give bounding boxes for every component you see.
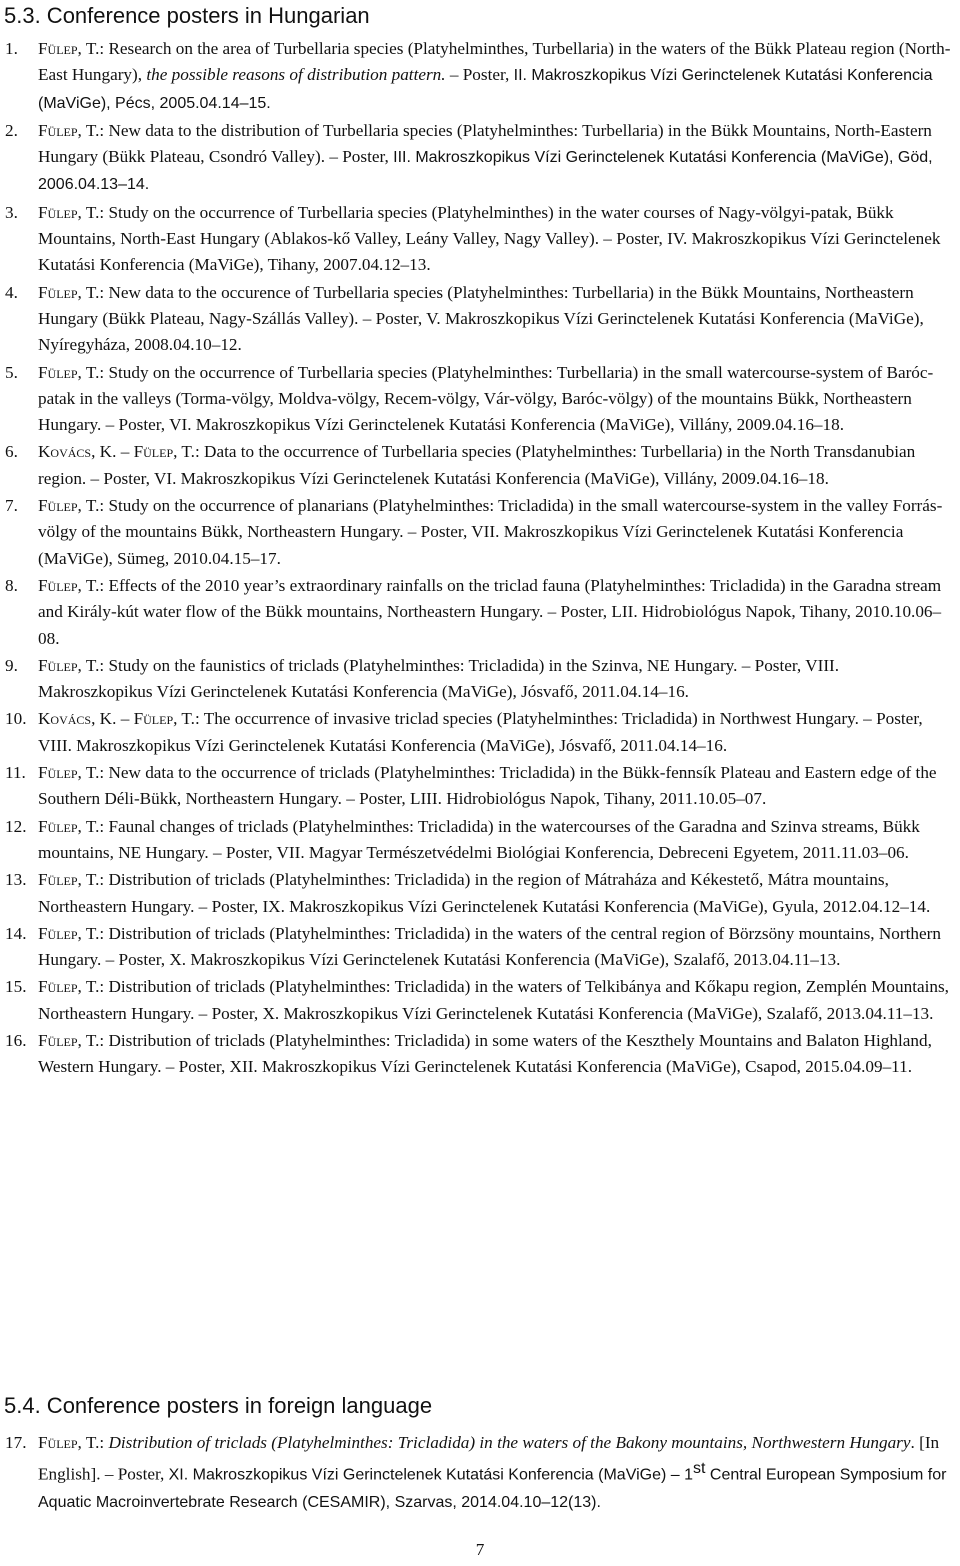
entry-number: 5. [5,362,18,382]
poster-entry [5,921,953,974]
entry-type: . [In English]. – Poster, [38,1433,940,1485]
entry-text: Distribution of triclads (Platyhelminthes: Tricladida) in some waters of the Keszthely Mountains and Balaton Highland, Western Hungary. – Poster, XII. Makroszkopikus Vízi Gerinctelenek Kutatási Konferencia (MaViGe), Csapod, 2015.04.09–11. [38,1030,932,1077]
entry-separator: : [99,575,109,595]
entry-number: 9. [5,655,18,675]
poster-entry [5,360,953,439]
entry-text: New data to the distribution of Turbellaria species (Platyhelminthes: Turbellaria) in the Bükk Mountains, North-Eastern Hungary (Bükk Plateau, Csondró Valley). – Poster, [38,120,932,167]
entry-text: Distribution of triclads (Platyhelminthes: Tricladida) in the region of Mátraháza and Kékestető, Mátra mountains, Northeastern Hungary. – Poster, IX. Makroszkopikus Vízi Gerinctelenek Kutatási Konferencia (MaViGe), Gyula, 2012.04.12–14. [38,870,931,916]
entry-authors: Fülep, T. [38,1433,100,1452]
entry-number: 14. [5,923,27,943]
entry-authors: Fülep, T. [38,655,100,675]
poster-entry [5,118,953,199]
entry-number: 15. [5,977,27,997]
entry-separator: : [99,39,109,58]
entry-number: 3. [5,202,18,222]
entry-authors: Fülep, T. [38,1030,100,1050]
entry-text: Study on the occurrence of Turbellaria species (Platyhelminthes: Turbellaria) in the small watercourse-system of Baróc-patak in the valleys (Torma-völgy, Moldva-völgy, Recem-völgy, Vár-völgy, Baróc-völgy) of the mountains Bükk, Northeastern Hungary. – Poster, VI. Makroszkopikus Vízi Gerinctelenek Kutatási Konferencia (MaViGe), Villány, 2009.04.16–18. [38,362,934,435]
poster-entry [5,280,953,359]
entry-number: 6. [5,442,18,462]
entry-title-italic: the possible reasons of distribution pattern. [146,65,446,85]
page-number: 7 [475,1540,485,1559]
entry-separator: : [99,202,109,222]
poster-entry [5,1028,953,1081]
entry-number: 2. [5,120,18,140]
entry-title-italic: Distribution of triclads (Platyhelminthes: Tricladida) in the waters of the Bakony mountains, Northwestern Hungary [108,1433,911,1452]
entry-text: Study on the occurrence of planarians (Platyhelminthes: Tricladida) in the small watercourse-system in the valley Forrás-völgy of the mountains Bükk, Northeastern Hungary. – Poster, VII. Makroszkopikus Vízi Gerinctelenek Kutatási Konferencia (MaViGe), Sümeg, 2010.04.15–17. [38,496,943,568]
entry-authors: Fülep, T. [38,977,100,997]
entry-text: Faunal changes of triclads (Platyhelminthes: Tricladida) in the watercourses of the Garadna and Szinva streams, Bükk mountains, NE Hungary. – Poster, VII. Magyar Természetvédelmi Biológiai Konferencia, Debreceni Egyetem, 2011.11.03–06. [38,816,920,862]
entry-type: – Poster, [445,65,514,85]
entry-text: Effects of the 2010 year’s extraordinary rainfalls on the triclad fauna (Platyhelminthes: Tricladida) in the Garadna stream and Király-kút water flow of the Bükk mountains, Northeastern Hungary. – Poster, LII. Hidrobiológus Napok, Tihany, 2010.10.06–08. [38,575,942,648]
entry-text: Study on the occurrence of Turbellaria species (Platyhelminthes) in the water courses of Nagy-völgyi-patak, Bükk Mountains, North-East Hungary (Ablakos-kő Valley, Leány Valley, Nagy Valley). – Poster, IV. Makroszkopikus Vízi Gerinctelenek Kutatási Konferencia (MaViGe), Tihany, 2007.04.12–13. [38,202,941,275]
entry-venue-continued: Central European Symposium for Aquatic Macroinvertebrate Research (CESAMIR), Szarvas, 2014.04.10–12(13). [38,1467,947,1512]
entry-authors: Fülep, T. [38,39,100,58]
entry-authors: Fülep, T. [38,870,100,890]
entry-authors: Kovács, K. – Fülep, T. [38,442,195,462]
entry-venue: XI. Makroszkopikus Vízi Gerinctelenek Kutatási Konferencia (MaViGe) – 1 [168,1467,693,1485]
entry-authors: Fülep, T. [38,202,100,222]
entry-authors: Fülep, T. [38,763,100,783]
poster-entry [5,1430,953,1517]
entry-venue: III. Makroszkopikus Vízi Gerinctelenek Kutatási Konferencia (MaViGe), Göd, 2006.04.13–14. [38,149,933,194]
entry-authors: Fülep, T. [38,575,100,595]
entry-separator: : [194,442,205,462]
entry-separator: : [99,496,109,516]
poster-entry [5,867,953,920]
section-heading-hungarian-posters: 5.3. Conference posters in Hungarian [4,3,370,28]
section-heading-foreign-posters: 5.4. Conference posters in foreign language [4,1393,433,1418]
entry-separator: : [99,282,109,302]
entry-number: 11. [5,763,26,783]
entry-text: Distribution of triclads (Platyhelminthes: Tricladida) in the waters of the central region of Börzsöny mountains, Northern Hungary. – Poster, X. Makroszkopikus Vízi Gerinctelenek Kutatási Konferencia (MaViGe), Szalafő, 2013.04.11–13. [38,923,941,970]
entry-text: New data to the occurence of Turbellaria species (Platyhelminthes: Turbellaria) in the Bükk Mountains, Northeastern Hungary (Bükk Plateau, Nagy-Szállás Valley). – Poster, V. Makroszkopikus Vízi Gerinctelenek Kutatási Konferencia (MaViGe), Nyíregyháza, 2008.04.10–12. [38,282,924,355]
entry-authors: Kovács, K. – Fülep, T. [38,709,195,729]
entry-venue: II. Makroszkopikus Vízi Gerinctelenek Kutatási Konferencia (MaViGe), Pécs, 2005.04.14–15. [38,67,933,112]
entry-venue-ordinal: st [693,1460,706,1478]
poster-entry [5,706,953,759]
poster-entry [5,760,953,813]
entry-separator: : [99,816,109,836]
entry-text: New data to the occurrence of triclads (Platyhelminthes: Tricladida) in the Bükk-fennsík Plateau and Eastern edge of the Southern Déli-Bükk, Northeastern Hungary. – Poster, LIII. Hidrobiológus Napok, Tihany, 2011.10.05–07. [38,763,937,809]
poster-entry [5,439,953,492]
entry-text: Distribution of triclads (Platyhelminthes: Tricladida) in the waters of Telkibánya and Kőkapu region, Zemplén Mountains, Northeastern Hungary. – Poster, X. Makroszkopikus Vízi Gerinctelenek Kutatási Konferencia (MaViGe), Szalafő, 2013.04.11–13. [38,977,949,1023]
entry-authors: Fülep, T. [38,923,100,943]
entry-authors: Fülep, T. [38,362,100,382]
poster-entry [5,200,953,279]
poster-entry [5,653,953,706]
poster-entry [5,493,953,572]
entry-text: Data to the occurrence of Turbellaria species (Platyhelminthes: Turbellaria) in the North Transdanubian region. – Poster, VI. Makroszkopikus Vízi Gerinctelenek Kutatási Konferencia (MaViGe), Villány, 2009.04.16–18. [38,442,916,488]
entry-number: 1. [5,39,18,58]
poster-entry [5,573,953,652]
entry-number: 7. [5,496,18,516]
entry-authors: Fülep, T. [38,816,100,836]
entry-number: 4. [5,282,18,302]
entry-separator: : [99,977,109,997]
entry-separator: : [99,1433,109,1452]
entry-separator: : [99,870,109,890]
entry-separator: : [99,362,109,382]
poster-entry [5,814,953,867]
entry-number: 10. [5,709,27,729]
entry-authors: Fülep, T. [38,282,100,302]
entry-number: 13. [5,870,27,890]
entry-separator: : [99,923,109,943]
poster-list-hungarian [5,36,953,1082]
entry-separator: : [194,709,204,729]
poster-list-foreign [5,1430,953,1517]
entry-number: 17. [5,1433,27,1452]
entry-number: 16. [5,1030,27,1050]
entry-title: Research on the area of Turbellaria species (Platyhelminthes, Turbellaria) in the waters of the Bükk Plateau region (North-East Hungary), [38,39,951,85]
entry-number: 8. [5,575,18,595]
poster-entry [5,974,953,1027]
entry-authors: Fülep, T. [38,496,100,516]
poster-entry [5,36,953,117]
entry-separator: : [99,655,109,675]
entry-number: 12. [5,816,27,836]
entry-text: Study on the faunistics of triclads (Platyhelminthes: Tricladida) in the Szinva, NE Hungary. – Poster, VIII. Makroszkopikus Vízi Gerinctelenek Kutatási Konferencia (MaViGe), Jósvafő, 2011.04.14–16. [38,655,840,702]
entry-text: The occurrence of invasive triclad species (Platyhelminthes: Tricladida) in Northwest Hungary. – Poster, VIII. Makroszkopikus Vízi Gerinctelenek Kutatási Konferencia (MaViGe), Jósvafő, 2011.04.14–16. [38,709,923,755]
entry-separator: : [99,1030,109,1050]
entry-separator: : [99,120,109,140]
entry-authors: Fülep, T. [38,120,100,140]
entry-separator: : [99,763,109,783]
